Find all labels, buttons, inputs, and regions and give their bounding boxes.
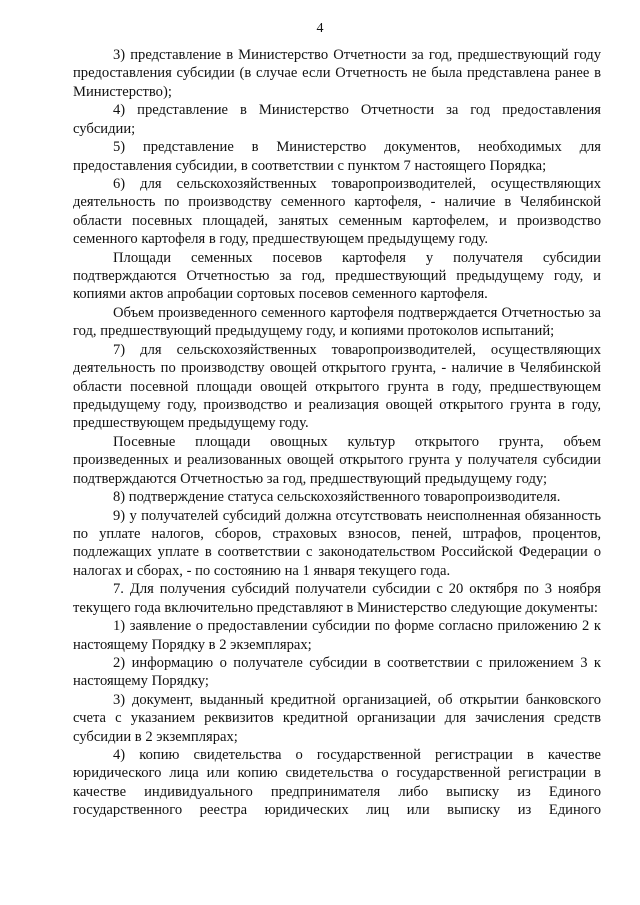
paragraph-item-8: 8) подтверждение статуса сельскохозяйственного товаропроизводителя. (113, 489, 561, 506)
paragraph-section-7: 7. Для получения субсидий получатели субсидии с 20 октября по 3 ноября текущего года включительно представляют в Министерство следующие документы: (73, 581, 601, 616)
paragraph-item-9: 9) у получателей субсидий должна отсутствовать неисполненная обязанность по уплате налогов, сборов, страховых взносов, пеней, штрафов, процентов, подлежащих уплате в соответствии с законодательством Российской Федерации о налогах и сборах, - по состоянию на 1 января текущего года. (73, 507, 601, 579)
paragraph-item-5: 5) представление в Министерство документов, необходимых для предоставления субсидии, в соответствии с пунктом 7 настоящего Порядка; (73, 139, 601, 174)
paragraph-item-7: 7) для сельскохозяйственных товаропроизводителей, осуществляющих деятельность по производству овощей открытого грунта, - наличие в Челябинской области посевной площади овощей открытого грунта в году, предшествующем предыдущему году, производство и реализация овощей открытого грунта в году, предшествующем предыдущему году. (73, 341, 601, 432)
paragraph-item-4: 4) представление в Министерство Отчетности за год предоставления субсидии; (73, 102, 601, 137)
paragraph-doc-2: 2) информацию о получателе субсидии в соответствии с приложением 3 к настоящему Порядку; (73, 654, 601, 690)
page-number: 4 (316, 21, 324, 36)
paragraph-item-3: 3) представление в Министерство Отчетности за год, предшествующий году предоставления субсидии (в случае если Отчетность не была представлена ранее в Министерство); (73, 47, 601, 100)
document-body (73, 46, 601, 820)
paragraph-doc-4: 4) копию свидетельства о государственной регистрации в качестве юридического лица или копию свидетельства о государственной регистрации в качестве индивидуального предпринимателя либо выписку из Единого государственного реестра юридических лиц или выписку из Единого (73, 747, 601, 819)
paragraph-doc-3: 3) документ, выданный кредитной организацией, об открытии банковского счета с указанием реквизитов кредитной организации для зачисления средств субсидии в 2 экземплярах; (73, 691, 601, 745)
paragraph-seed-potato-volume: Объем произведенного семенного картофеля подтверждается Отчетностью за год, предшествующий предыдущему году, и копиями протоколов испытаний; (73, 304, 601, 340)
paragraph-item-6: 6) для сельскохозяйственных товаропроизводителей, осуществляющих деятельность по производству семенного картофеля, - наличие в Челябинской области посевных площадей, занятых семенным картофелем, и производство семенного картофеля в году, предшествующем предыдущему году. (73, 175, 601, 248)
paragraph-doc-1: 1) заявление о предоставлении субсидии по форме согласно приложению 2 к настоящему Порядку в 2 экземплярах; (73, 618, 601, 653)
paragraph-seed-potato-area: Площади семенных посевов картофеля у получателя субсидии подтверждаются Отчетностью за год, предшествующий предыдущему году, и копиями актов апробации сортовых посевов семенного картофеля. (73, 249, 601, 303)
paragraph-vegetable-areas: Посевные площади овощных культур открытого грунта, объем произведенных и реализованных овощей открытого грунта у получателя субсидии подтверждаются Отчетностью за год, предшествующий предыдущему году; (73, 433, 601, 487)
